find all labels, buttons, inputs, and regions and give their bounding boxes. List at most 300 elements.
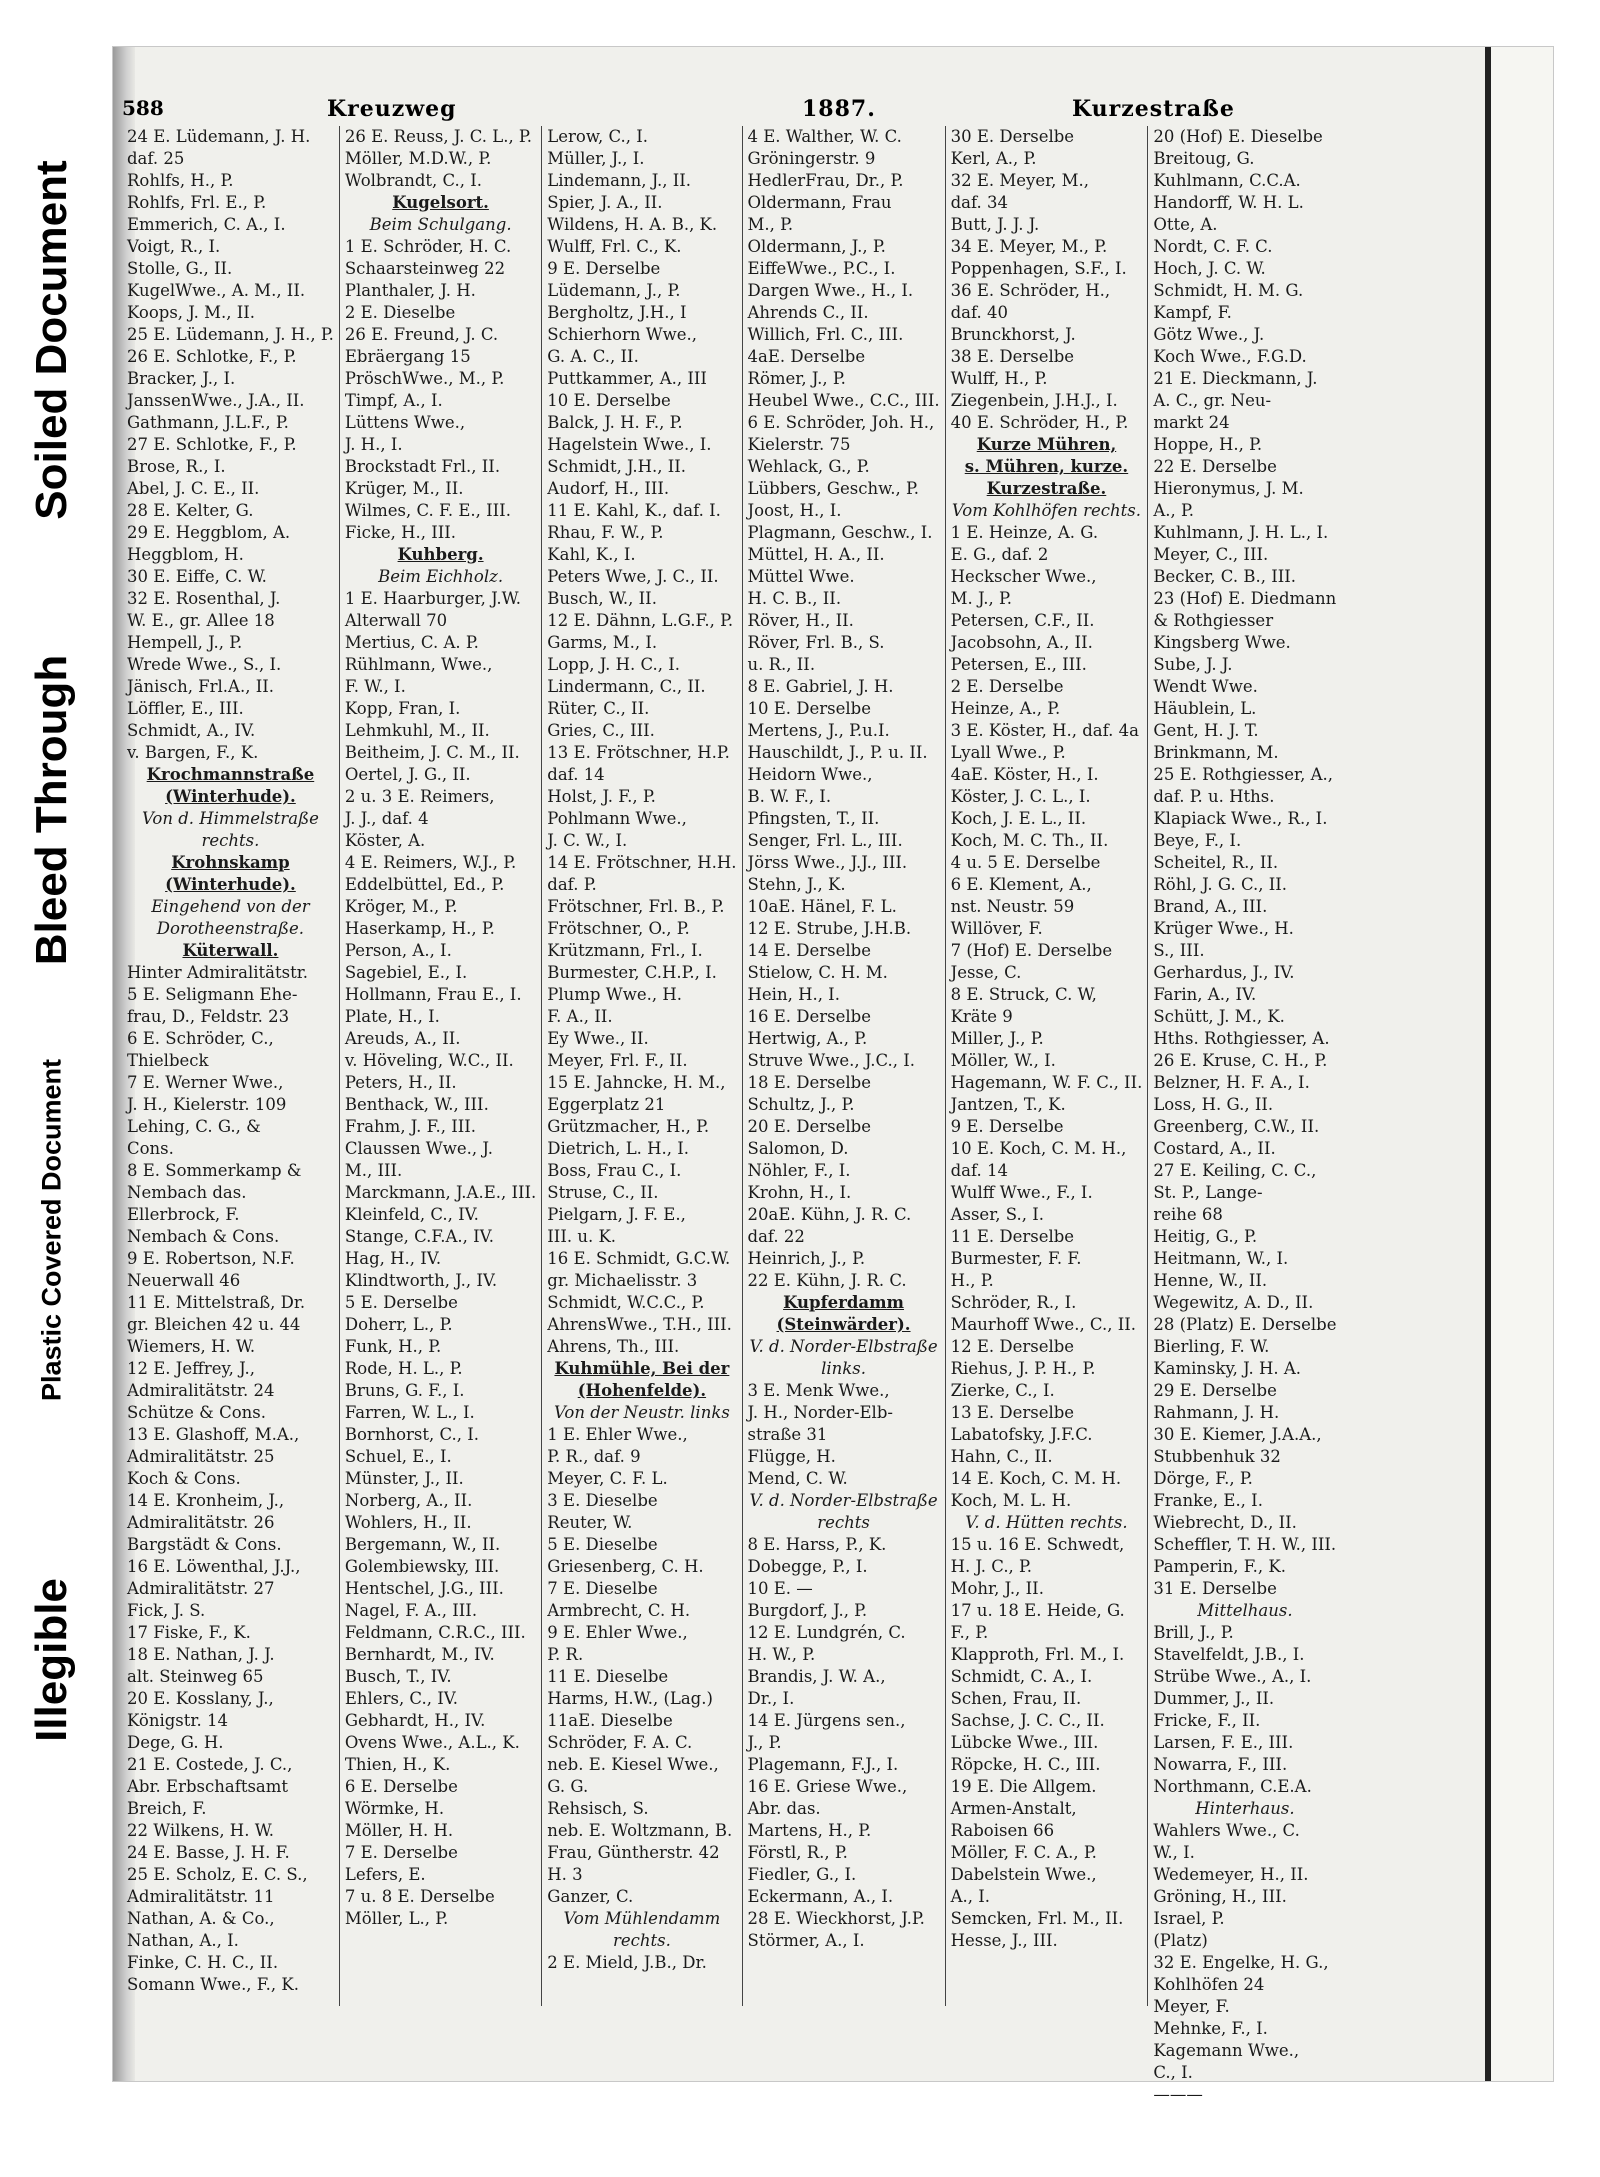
directory-entry: Jacobsohn, A., II. (950, 633, 1093, 652)
directory-entry: Ficke, H., III. (344, 523, 457, 542)
directory-entry: Meyer, F. (1153, 1997, 1230, 2016)
street-heading: Kugelsort. (392, 193, 489, 212)
directory-entry: Koch Wwe., F.G.D. (1153, 347, 1307, 366)
directory-entry: 25 E. Lüdemann, J. H., P. (127, 325, 334, 344)
directory-entry: JanssenWwe., J.A., II. (127, 391, 305, 410)
directory-entry: Plagemann, F.J., I. (747, 1755, 899, 1774)
directory-entry: Wrede Wwe., S., I. (127, 655, 282, 674)
directory-entry: A., P. (1153, 501, 1194, 520)
street-note: Mittelhaus. (1197, 1601, 1293, 1620)
directory-entry: Puttkammer, A., III (547, 369, 707, 388)
directory-entry: Lerow, C., I. (547, 127, 649, 146)
directory-entry: J. H., Kielerstr. 109 (127, 1095, 287, 1114)
directory-entry: Butt, J. J. J. (950, 215, 1040, 234)
directory-entry: Voigt, R., I. (127, 237, 221, 256)
directory-entry: 28 E. Kelter, G. (127, 501, 254, 520)
directory-entry: Gries, C., III. (547, 721, 655, 740)
directory-entry: Loss, H. G., II. (1153, 1095, 1274, 1114)
directory-entry: Salomon, D. (747, 1139, 849, 1158)
directory-entry: Wiemers, H. W. (127, 1337, 256, 1356)
directory-entry: 4aE. Derselbe (747, 347, 866, 366)
directory-entry: daf. 14 (547, 765, 605, 784)
directory-entry: Person, A., I. (344, 941, 452, 960)
directory-entry: Marckmann, J.A.E., III. (344, 1183, 537, 1202)
directory-entry: v. Bargen, F., K. (127, 743, 259, 762)
directory-entry: 18 E. Nathan, J. J. (127, 1645, 275, 1664)
directory-entry: 12 E. Derselbe (950, 1337, 1075, 1356)
directory-entry: G. G. (547, 1777, 589, 1796)
directory-entry: Pielgarn, J. F. E., (547, 1205, 686, 1224)
directory-entry: Krüger, M., II. (344, 479, 464, 498)
street-note: Dorotheenstraße. (156, 919, 305, 938)
directory-entry: Admiralitätstr. 27 (127, 1579, 275, 1598)
directory-entry: Poppenhagen, S.F., I. (950, 259, 1127, 278)
directory-entry: 10 E. — (747, 1579, 813, 1598)
directory-entry: Hollmann, Frau E., I. (344, 985, 522, 1004)
directory-entry: Wilmes, C. F. E., III. (344, 501, 511, 520)
directory-entry: Lübbers, Geschw., P. (747, 479, 920, 498)
directory-entry: Plagmann, Geschw., I. (747, 523, 933, 542)
directory-entry: Rahmann, J. H. (1153, 1403, 1280, 1422)
directory-entry: Franke, E., I. (1153, 1491, 1263, 1510)
directory-entry: Areuds, A., II. (344, 1029, 461, 1048)
directory-entry: Struse, C., II. (547, 1183, 659, 1202)
street-note: rechts. (612, 1931, 671, 1950)
directory-entry: Becker, C. B., III. (1153, 567, 1296, 586)
directory-entry: Dobegge, P., I. (747, 1557, 868, 1576)
label-bleed-through: Bleed Through (27, 654, 76, 966)
directory-entry: St. P., Lange- (1153, 1183, 1263, 1202)
directory-entry: Burmester, C.H.P., I. (547, 963, 717, 982)
directory-entry: C., I. (1153, 2063, 1193, 2082)
directory-entry: 20 E. Kosslany, J., (127, 1689, 274, 1708)
directory-entry: Müller, J., I. (547, 149, 645, 168)
directory-entry: Stielow, C. H. M. (747, 963, 888, 982)
directory-entry: straße 31 (747, 1425, 828, 1444)
directory-entry: Wulff, H., P. (950, 369, 1048, 388)
directory-entry: Burmester, F. F. (950, 1249, 1082, 1268)
directory-entry: Reuter, W. (547, 1513, 633, 1532)
directory-entry: Bargstädt & Cons. (127, 1535, 282, 1554)
directory-entry: Wahlers Wwe., C. (1153, 1821, 1300, 1840)
directory-entry: Ovens Wwe., A.L., K. (344, 1733, 520, 1752)
directory-entry: Plate, H., I. (344, 1007, 440, 1026)
directory-entry: Miller, J., P. (950, 1029, 1044, 1048)
directory-entry: 14 E. Jürgens sen., (747, 1711, 906, 1730)
directory-entry: 20 E. Derselbe (747, 1117, 872, 1136)
directory-entry: Rohlfs, H., P. (127, 171, 234, 190)
directory-entry: Dörge, F., P. (1153, 1469, 1253, 1488)
directory-entry: 14 E. Koch, C. M. H. (950, 1469, 1122, 1488)
directory-entry: Farren, W. L., I. (344, 1403, 475, 1422)
directory-entry: Gathmann, J.L.F., P. (127, 413, 289, 432)
directory-entry: Wörmke, H. (344, 1799, 445, 1818)
directory-entry: 36 E. Schröder, H., (950, 281, 1111, 300)
directory-entry: Frötschner, O., P. (547, 919, 690, 938)
directory-entry: Costard, A., II. (1153, 1139, 1276, 1158)
directory-entry: Nagel, F. A., III. (344, 1601, 478, 1620)
street-heading: Kupferdamm (783, 1293, 905, 1312)
directory-entry: Plump Wwe., H. (547, 985, 682, 1004)
directory-entry: 20 (Hof) E. Dieselbe (1153, 127, 1323, 146)
directory-entry: Abr. das. (747, 1799, 821, 1818)
directory-entry: neb. E. Woltzmann, B. (547, 1821, 733, 1840)
street-heading: Kurzestraße. (986, 479, 1107, 498)
directory-entry: Nathan, A. & Co., (127, 1909, 275, 1928)
street-heading: (Steinwärder). (776, 1315, 911, 1334)
directory-entry: Belzner, H. F. A., I. (1153, 1073, 1310, 1092)
directory-entry: Hauschildt, J., P. u. II. (747, 743, 928, 762)
directory-entry: Hesse, J., III. (950, 1931, 1058, 1950)
street-note: rechts. (201, 831, 260, 850)
directory-entry: Hentschel, J.G., III. (344, 1579, 504, 1598)
directory-entry: 20aE. Kühn, J. R. C. (747, 1205, 912, 1224)
directory-entry: 5 E. Dieselbe (547, 1535, 658, 1554)
column-1 (122, 126, 340, 2006)
directory-entry: Mohr, J., II. (950, 1579, 1044, 1598)
directory-entry: Martens, H., P. (747, 1821, 872, 1840)
directory-entry: Eckermann, A., I. (747, 1887, 894, 1906)
directory-entry: Emmerich, C. A., I. (127, 215, 286, 234)
directory-entry: 30 E. Derselbe (950, 127, 1075, 146)
directory-entry: Rüter, C., II. (547, 699, 650, 718)
directory-entry: Oldermann, Frau (747, 193, 892, 212)
directory-entry: 12 E. Strube, J.H.B. (747, 919, 912, 938)
directory-entry: Jänisch, Frl.A., II. (127, 677, 274, 696)
directory-entry: Rode, H. L., P. (344, 1359, 463, 1378)
directory-entry: 11 E. Kahl, K., daf. I. (547, 501, 721, 520)
directory-entry: Pfingsten, T., II. (747, 809, 880, 828)
directory-entry: Mend, C. W. (747, 1469, 848, 1488)
directory-entry: Gerhardus, J., IV. (1153, 963, 1295, 982)
directory-entry: Krohn, H., I. (747, 1183, 852, 1202)
directory-entry: Alterwall 70 (344, 611, 448, 630)
directory-entry: Fricke, F., II. (1153, 1711, 1261, 1730)
directory-entry: 26 E. Schlotke, F., P. (127, 347, 297, 366)
directory-entry: 31 E. Derselbe (1153, 1579, 1277, 1598)
directory-entry: Kopp, Fran, I. (344, 699, 461, 718)
directory-entry: Hieronymus, J. M. (1153, 479, 1304, 498)
directory-entry: daf. 14 (950, 1161, 1008, 1180)
directory-entry: 38 E. Derselbe (950, 347, 1075, 366)
directory-entry: W., I. (1153, 1843, 1195, 1862)
directory-entry: Ganzer, C. (547, 1887, 634, 1906)
directory-entry: Schmidt, C. A., I. (950, 1667, 1093, 1686)
directory-entry: Mertius, C. A. P. (344, 633, 479, 652)
directory-entry: Kräte 9 (950, 1007, 1013, 1026)
directory-entry: Larsen, F. E., III. (1153, 1733, 1294, 1752)
directory-entry: 21 E. Dieckmann, J. (1153, 369, 1318, 388)
directory-entry: 7 u. 8 E. Derselbe (344, 1887, 495, 1906)
page-number: 588 (122, 96, 164, 120)
directory-entry: Planthaler, J. H. (344, 281, 476, 300)
directory-entry: 22 E. Derselbe (1153, 457, 1277, 476)
directory-entry: Königstr. 14 (127, 1711, 228, 1730)
directory-entry: KugelWwe., A. M., II. (127, 281, 306, 300)
directory-entry: Busch, T., IV. (344, 1667, 452, 1686)
directory-entry: Frötschner, Frl. B., P. (547, 897, 725, 916)
directory-entry: Dummer, J., II. (1153, 1689, 1275, 1708)
directory-entry: 23 (Hof) E. Diedmann (1153, 589, 1337, 608)
directory-entry: Lüttens Wwe., (344, 413, 466, 432)
directory-entry: Petersen, C.F., II. (950, 611, 1095, 630)
directory-entry: Köster, A. (344, 831, 426, 850)
directory-entry: Nembach das. (127, 1183, 247, 1202)
directory-entry: A. C., gr. Neu- (1153, 391, 1272, 410)
directory-entry: 19 E. Die Allgem. (950, 1777, 1097, 1796)
directory-entry: Lefers, E. (344, 1865, 426, 1884)
directory-entry: 7 E. Derselbe (344, 1843, 458, 1862)
directory-entry: 14 E. Kronheim, J., (127, 1491, 285, 1510)
directory-entry: Krützmann, Frl., I. (547, 941, 703, 960)
directory-entry: Greenberg, C.W., II. (1153, 1117, 1320, 1136)
directory-entry: Bergholtz, J.H., I (547, 303, 687, 322)
directory-entry: 13 E. Glashoff, M.A., (127, 1425, 300, 1444)
directory-entry: daf. 34 (950, 193, 1008, 212)
directory-entry: 5 E. Derselbe (344, 1293, 458, 1312)
directory-entry: Beye, F., I. (1153, 831, 1242, 850)
directory-entry: Brill, J., P. (1153, 1623, 1234, 1642)
street-heading: Krohnskamp (171, 853, 290, 872)
directory-entry: Timpf, A., I. (344, 391, 443, 410)
directory-entry: v. Höveling, W.C., II. (344, 1051, 514, 1070)
directory-entry: 26 E. Freund, J. C. (344, 325, 499, 344)
directory-entry: Rhau, F. W., P. (547, 523, 664, 542)
directory-entry: Frahm, J. F., III. (344, 1117, 477, 1136)
directory-entry: Nembach & Cons. (127, 1227, 280, 1246)
directory-entry: Stavelfeldt, J.B., I. (1153, 1645, 1305, 1664)
directory-entry: 1 E. Haarburger, J.W. (344, 589, 521, 608)
directory-entry: EiffeWwe., P.C., I. (747, 259, 896, 278)
directory-entry: Krüger Wwe., H. (1153, 919, 1294, 938)
directory-entry: Hinter Admiralitätstr. (127, 963, 309, 982)
directory-entry: Armbrecht, C. H. (547, 1601, 691, 1620)
directory-entry: Brose, R., I. (127, 457, 226, 476)
column-6 (1148, 126, 1341, 2104)
directory-entry: Doherr, L., P. (344, 1315, 453, 1334)
street-note: Von d. Himmelstraße (142, 809, 319, 828)
directory-entry: Heinze, A., P. (950, 699, 1061, 718)
directory-entry: A., I. (950, 1887, 990, 1906)
directory-entry: H., P. (950, 1271, 994, 1290)
directory-entry: 27 E. Keiling, C. C., (1153, 1161, 1317, 1180)
directory-entry: Schütze & Cons. (127, 1403, 266, 1422)
directory-entry: 3 E. Dieselbe (547, 1491, 658, 1510)
directory-entry: Griesenberg, C. H. (547, 1557, 704, 1576)
directory-entry: J. C. W., I. (547, 831, 628, 850)
directory-entry: Jörss Wwe., J.J., III. (747, 853, 908, 872)
directory-entry: Schierhorn Wwe., (547, 325, 698, 344)
directory-entry: Hagelstein Wwe., I. (547, 435, 712, 454)
street-heading: Kurze Mühren, (976, 435, 1117, 454)
directory-entry: 17 Fiske, F., K. (127, 1623, 251, 1642)
directory-entry: Lyall Wwe., P. (950, 743, 1066, 762)
street-note: rechts (817, 1513, 870, 1532)
directory-entry: Brockstadt Frl., II. (344, 457, 501, 476)
directory-entry: Ahrends C., II. (747, 303, 869, 322)
directory-entry: Götz Wwe., J. (1153, 325, 1265, 344)
directory-entry: Kaminsky, J. H. A. (1153, 1359, 1302, 1378)
directory-entry: Gent, H. J. T. (1153, 721, 1259, 740)
directory-entry: 14 E. Frötschner, H.H. (547, 853, 737, 872)
directory-entry: 21 E. Costede, J. C., (127, 1755, 293, 1774)
directory-entry: 22 E. Kühn, J. R. C. (747, 1271, 907, 1290)
directory-entry: 9 E. Derselbe (547, 259, 661, 278)
directory-entry: Kielerstr. 75 (747, 435, 851, 454)
directory-entry: Kerl, A., P. (950, 149, 1037, 168)
directory-entry: Rehsisch, S. (547, 1799, 649, 1818)
directory-entry: Admiralitätstr. 25 (127, 1447, 275, 1466)
directory-entry: Schmidt, A., IV. (127, 721, 256, 740)
directory-entry: Wehlack, G., P. (747, 457, 870, 476)
directory-entry: Dargen Wwe., H., I. (747, 281, 914, 300)
street-note: Von der Neustr. links (553, 1403, 730, 1422)
directory-entry: Thielbeck (127, 1051, 209, 1070)
directory-entry: Boss, Frau C., I. (547, 1161, 682, 1180)
directory-entry: Ehlers, C., IV. (344, 1689, 458, 1708)
directory-entry: 13 E. Frötschner, H.P. (547, 743, 730, 762)
directory-entry: Spier, J. A., II. (547, 193, 663, 212)
directory-entry: Gröning, H., III. (1153, 1887, 1287, 1906)
directory-entry: reihe 68 (1153, 1205, 1223, 1224)
directory-entry: Kuhlmann, C.C.A. (1153, 171, 1301, 190)
directory-entry: Kohlhöfen 24 (1153, 1975, 1265, 1994)
directory-entry: Klapproth, Frl. M., I. (950, 1645, 1125, 1664)
directory-entry: 26 E. Reuss, J. C. L., P. (344, 127, 532, 146)
directory-entry: 24 E. Lüdemann, J. H. (127, 127, 311, 146)
directory-entry: F., P. (950, 1623, 989, 1642)
directory-entry: Schmidt, H. M. G. (1153, 281, 1304, 300)
directory-entry: Bornhorst, C., I. (344, 1425, 480, 1444)
directory-entry: Kuhlmann, J. H. L., I. (1153, 523, 1329, 542)
directory-entry: Bergemann, W., II. (344, 1535, 501, 1554)
directory-entry: PröschWwe., M., P. (344, 369, 505, 388)
directory-entry: P. R. (547, 1645, 584, 1664)
directory-entry: Nathan, A., I. (127, 1931, 239, 1950)
directory-entry: Admiralitätstr. 26 (127, 1513, 275, 1532)
directory-entry: Bierling, F. W. (1153, 1337, 1270, 1356)
directory-entry: H. J. C., P. (950, 1557, 1033, 1576)
column-4 (743, 126, 946, 2006)
directory-entry: Frau, Güntherstr. 42 (547, 1843, 720, 1862)
directory-entry: 8 E. Harss, P., K. (747, 1535, 887, 1554)
directory-entry: Oertel, J. G., II. (344, 765, 471, 784)
directory-entry: 40 E. Schröder, H., P. (950, 413, 1129, 432)
directory-entry: E. G., daf. 2 (950, 545, 1049, 564)
directory-entry: daf. P. u. Hths. (1153, 787, 1275, 806)
directory-entry: Löffler, E., III. (127, 699, 244, 718)
directory-entry: J., P. (747, 1733, 782, 1752)
directory-entry: ——— (1153, 2085, 1203, 2104)
directory-entry: 6 E. Schröder, C., (127, 1029, 274, 1048)
directory-entry: 11 E. Derselbe (950, 1227, 1075, 1246)
directory-entry: Heitig, G., P. (1153, 1227, 1258, 1246)
directory-entry: Schröder, R., I. (950, 1293, 1077, 1312)
directory-entry: 34 E. Meyer, M., P. (950, 237, 1108, 256)
directory-entry: 30 E. Eiffe, C. W. (127, 567, 267, 586)
directory-entry: 29 E. Heggblom, A. (127, 523, 291, 542)
directory-entry: Sachse, J. C. C., II. (950, 1711, 1105, 1730)
directory-entry: Holst, J. F., P. (547, 787, 656, 806)
directory-entry: Eggerplatz 21 (547, 1095, 666, 1114)
directory-entry: u. R., II. (747, 655, 816, 674)
street-heading: (Winterhude). (165, 787, 296, 806)
directory-entry: 15 E. Jahncke, H. M., (547, 1073, 726, 1092)
directory-entry: Brandis, J. W. A., (747, 1667, 886, 1686)
directory-entry: Grützmacher, H., P. (547, 1117, 710, 1136)
directory-entry: Ziegenbein, J.H.J., I. (950, 391, 1118, 410)
directory-entry: 4 u. 5 E. Derselbe (950, 853, 1101, 872)
directory-entry: Heckscher Wwe., (950, 567, 1097, 586)
street-note: Eingehend von der (151, 897, 310, 916)
directory-entry: Lopp, J. H. C., I. (547, 655, 681, 674)
directory-entry: Semcken, Frl. M., II. (950, 1909, 1124, 1928)
directory-entry: 8 E. Struck, C. W, (950, 985, 1097, 1004)
directory-entry: Abr. Erbschaftsamt (127, 1777, 289, 1796)
directory-entry: Bruns, G. F., I. (344, 1381, 465, 1400)
directory-entry: Willich, Frl. C., III. (747, 325, 904, 344)
directory-entry: Heitmann, W., I. (1153, 1249, 1289, 1268)
directory-entry: 10 E. Derselbe (547, 391, 671, 410)
directory-entry: Störmer, A., I. (747, 1931, 865, 1950)
directory-entry: Struve Wwe., J.C., I. (747, 1051, 915, 1070)
directory-entry: 9 E. Derselbe (950, 1117, 1064, 1136)
directory-entry: Scheffler, T. H. W., III. (1153, 1535, 1337, 1554)
directory-entry: neb. E. Kiesel Wwe., (547, 1755, 719, 1774)
directory-entry: daf. 25 (127, 149, 185, 168)
directory-entry: 9 E. Ehler Wwe., (547, 1623, 688, 1642)
directory-entry: 2 E. Dieselbe (344, 303, 456, 322)
directory-entry: Sagebiel, E., I. (344, 963, 468, 982)
directory-entry: Koch, J. E. L., II. (950, 809, 1087, 828)
directory-entry: Feldmann, C.R.C., III. (344, 1623, 526, 1642)
directory-entry: Ey Wwe., II. (547, 1029, 649, 1048)
street-note: links. (821, 1359, 866, 1378)
directory-entry: 16 E. Löwenthal, J.J., (127, 1557, 301, 1576)
directory-entry: Hahn, C., II. (950, 1447, 1053, 1466)
directory-entry: Pohlmann Wwe., (547, 809, 687, 828)
street-note: Vom Kohlhöfen rechts. (951, 501, 1142, 520)
directory-entry: 27 E. Schlotke, F., P. (127, 435, 297, 454)
directory-entry: Kingsberg Wwe. (1153, 633, 1291, 652)
directory-entry: gr. Michaelisstr. 3 (547, 1271, 698, 1290)
directory-entry: 1 E. Schröder, H. C. (344, 237, 512, 256)
column-3 (542, 126, 742, 2006)
directory-entry: Breitoug, G. (1153, 149, 1255, 168)
directory-entry: 15 u. 16 E. Schwedt, (950, 1535, 1125, 1554)
directory-entry: Wiebrecht, D., II. (1153, 1513, 1297, 1532)
directory-entry: Admiralitätstr. 24 (127, 1381, 275, 1400)
directory-entry: Stubbenhuk 32 (1153, 1447, 1281, 1466)
directory-entry: Golembiewsky, III. (344, 1557, 500, 1576)
directory-entry: Oldermann, J., P. (747, 237, 886, 256)
page-header (122, 96, 1235, 126)
directory-entry: Thien, H., K. (344, 1755, 451, 1774)
directory-entry: 22 Wilkens, H. W. (127, 1821, 275, 1840)
directory-entry: J. H., Norder-Elb- (747, 1403, 893, 1422)
directory-entry: H. C. B., II. (747, 589, 842, 608)
directory-entry: Peters Wwe, J. C., II. (547, 567, 719, 586)
directory-entry: Wolbrandt, C., I. (344, 171, 483, 190)
directory-entry: Hths. Rothgiesser, A. (1153, 1029, 1330, 1048)
directory-entry: Fick, J. S. (127, 1601, 206, 1620)
directory-entry: Koch, M. L. H. (950, 1491, 1072, 1510)
directory-entry: Petersen, E., III. (950, 655, 1087, 674)
directory-entry: 1 E. Heinze, A. G. (950, 523, 1099, 542)
directory-entry: Pamperin, F., K. (1153, 1557, 1286, 1576)
directory-entry: Kröger, M., P. (344, 897, 458, 916)
directory-entry: 3 E. Menk Wwe., (747, 1381, 890, 1400)
